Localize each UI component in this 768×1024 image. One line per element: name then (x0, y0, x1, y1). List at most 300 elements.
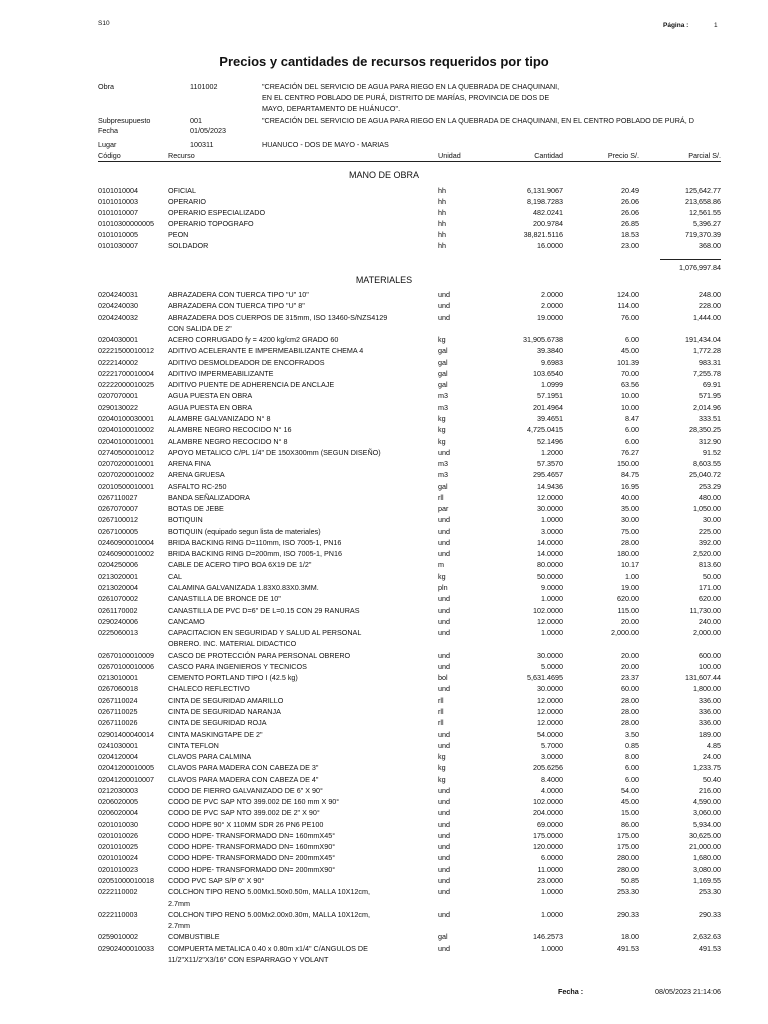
code-cell: 02460900010004 (98, 538, 154, 547)
code-cell: 02670100010006 (98, 662, 154, 671)
quantity-cell: 1.0000 (541, 944, 563, 953)
unit-cell: gal (438, 380, 448, 389)
col-recurso: Recurso (168, 151, 195, 160)
quantity-cell: 1.0999 (541, 380, 563, 389)
unit-cell: und (438, 944, 450, 953)
table-row (0, 380, 768, 391)
resource-cell: CODO DE PVC SAP NTO 399.002 DE 2" X 90° (168, 808, 320, 817)
parcial-cell: 2,520.00 (693, 549, 721, 558)
code-cell: 0101030007 (98, 241, 138, 250)
unit-cell: und (438, 538, 450, 547)
parcial-cell: 336.00 (699, 718, 721, 727)
price-cell: 6.00 (625, 763, 639, 772)
parcial-cell: 290.33 (699, 910, 721, 919)
quantity-cell: 8.4000 (541, 775, 563, 784)
table-row (0, 820, 768, 831)
price-cell: 63.56 (621, 380, 639, 389)
resource-cell: ALAMBRE GALVANIZADO N° 8 (168, 414, 271, 423)
code-cell: 0101010007 (98, 208, 138, 217)
resource-cell: COLCHON TIPO RENO 5.00Mx2.00x0.30m, MALLA 10X12cm, (168, 910, 370, 919)
table-row (0, 718, 768, 729)
resource-cell: OFICIAL (168, 186, 196, 195)
price-cell: 10.00 (621, 391, 639, 400)
parcial-cell: 2,000.00 (693, 628, 721, 637)
table-row (0, 313, 768, 324)
unit-cell: hh (438, 241, 446, 250)
resource-cell: COMBUSTIBLE (168, 932, 220, 941)
quantity-cell: 1.2000 (541, 448, 563, 457)
unit-cell: und (438, 910, 450, 919)
unit-cell: und (438, 301, 450, 310)
quantity-cell: 204.0000 (533, 808, 563, 817)
resource-cell: CLAVOS PARA CALMINA (168, 752, 252, 761)
resource-continuation: 2.7mm (168, 921, 190, 930)
col-unidad: Unidad (438, 151, 461, 160)
table-row (0, 628, 768, 639)
price-cell: 45.00 (621, 797, 639, 806)
quantity-cell: 12.0000 (537, 718, 563, 727)
parcial-cell: 336.00 (699, 696, 721, 705)
quantity-cell: 4,725.0415 (527, 425, 563, 434)
table-row (0, 346, 768, 357)
header-rule (98, 161, 721, 162)
resource-cell: ABRAZADERA CON TUERCA TIPO "U" 8" (168, 301, 305, 310)
quantity-cell: 39.4651 (537, 414, 563, 423)
price-cell: 28.00 (621, 707, 639, 716)
resource-cell: ADITIVO PUENTE DE ADHERENCIA DE ANCLAJE (168, 380, 335, 389)
price-cell: 75.00 (621, 527, 639, 536)
price-cell: 15.00 (621, 808, 639, 817)
page-number: 1 (714, 22, 718, 29)
price-cell: 280.00 (617, 865, 639, 874)
code-cell: 0267110025 (98, 707, 138, 716)
table-row (0, 515, 768, 526)
parcial-cell: 1,169.55 (693, 876, 721, 885)
unit-cell: kg (438, 775, 446, 784)
code-cell: 0206020004 (98, 808, 138, 817)
parcial-cell: 228.00 (699, 301, 721, 310)
resource-cell: CANASTILLA DE PVC D=6" DE L=0.15 CON 29 RANURAS (168, 606, 360, 615)
section-materiales: MATERIALES (355, 275, 413, 285)
resource-cell: ACERO CORRUGADO fy = 4200 kg/cm2 GRADO 60 (168, 335, 339, 344)
obra-desc-1: "CREACIÓN DEL SERVICIO DE AGUA PARA RIEGO EN LA QUEBRADA DE CHAQUINANI, (262, 82, 560, 91)
unit-cell: und (438, 515, 450, 524)
quantity-cell: 5.0000 (541, 662, 563, 671)
price-cell: 8.47 (625, 414, 639, 423)
quantity-cell: 102.0000 (533, 797, 563, 806)
table-row (0, 696, 768, 707)
col-parcial: Parcial S/. (688, 151, 721, 160)
price-cell: 86.00 (621, 820, 639, 829)
unit-cell: m3 (438, 459, 448, 468)
code-cell: 02222000010025 (98, 380, 154, 389)
resource-cell: CODO HDPE- TRANSFORMADO DN= 200mmX90° (168, 865, 336, 874)
resource-cell: OPERARIO (168, 197, 206, 206)
unit-cell: und (438, 684, 450, 693)
unit-cell: und (438, 820, 450, 829)
resource-cell: CODO PVC SAP S/P 6" X 90° (168, 876, 265, 885)
table-row (0, 549, 768, 560)
unit-cell: gal (438, 369, 448, 378)
resource-cell: AGUA PUESTA EN OBRA (168, 391, 253, 400)
unit-cell: m (438, 560, 444, 569)
price-cell: 45.00 (621, 346, 639, 355)
price-cell: 6.00 (625, 437, 639, 446)
parcial-cell: 333.51 (699, 414, 721, 423)
resource-cell: BANDA SEÑALIZADORA (168, 493, 250, 502)
price-cell: 28.00 (621, 718, 639, 727)
code-cell: 0261070002 (98, 594, 138, 603)
parcial-cell: 1,800.00 (693, 684, 721, 693)
parcial-cell: 2,632.63 (693, 932, 721, 941)
quantity-cell: 8,198.7283 (527, 197, 563, 206)
unit-cell: kg (438, 763, 446, 772)
code-cell: 0204120004 (98, 752, 138, 761)
resource-cell: BOTAS DE JEBE (168, 504, 224, 513)
code-cell: 0201010023 (98, 865, 138, 874)
resource-cell: ADITIVO DESMOLDEADOR DE ENCOFRADOS (168, 358, 325, 367)
price-cell: 101.39 (617, 358, 639, 367)
resource-cell: ALAMBRE NEGRO RECOCIDO N° 16 (168, 425, 292, 434)
parcial-cell: 491.53 (699, 944, 721, 953)
parcial-cell: 620.00 (699, 594, 721, 603)
price-cell: 6.00 (625, 775, 639, 784)
code-cell: 0267070007 (98, 504, 138, 513)
code-cell: 0222110003 (98, 910, 138, 919)
report-code: S10 (98, 20, 110, 27)
table-row (0, 572, 768, 583)
resource-cell: CINTA MASKINGTAPE DE 2" (168, 730, 263, 739)
unit-cell: und (438, 606, 450, 615)
quantity-cell: 5,631.4695 (527, 673, 563, 682)
code-cell: 0290130022 (98, 403, 138, 412)
price-cell: 18.00 (621, 932, 639, 941)
table-row (0, 208, 768, 219)
lugar-desc: HUANUCO - DOS DE MAYO - MARIAS (262, 140, 389, 149)
resource-cell: BRIDA BACKING RING D=110mm, ISO 7005-1, PN16 (168, 538, 342, 547)
table-row (0, 241, 768, 252)
quantity-cell: 14.0000 (537, 538, 563, 547)
price-cell: 114.00 (617, 301, 639, 310)
parcial-cell: 131,607.44 (685, 673, 721, 682)
parcial-cell: 30.00 (703, 515, 721, 524)
table-row (0, 504, 768, 515)
code-cell: 0290240006 (98, 617, 138, 626)
price-cell: 20.00 (621, 617, 639, 626)
resource-cell: CEMENTO PORTLAND TIPO I (42.5 kg) (168, 673, 298, 682)
quantity-cell: 102.0000 (533, 606, 563, 615)
unit-cell: hh (438, 208, 446, 217)
table-row (0, 707, 768, 718)
parcial-cell: 1,050.00 (693, 504, 721, 513)
parcial-cell: 312.90 (699, 437, 721, 446)
table-row (0, 583, 768, 594)
table-row (0, 606, 768, 617)
price-cell: 10.00 (621, 403, 639, 412)
parcial-cell: 191,434.04 (685, 335, 721, 344)
code-cell: 0213020001 (98, 572, 138, 581)
parcial-cell: 225.00 (699, 527, 721, 536)
unit-cell: und (438, 876, 450, 885)
unit-cell: und (438, 730, 450, 739)
table-row (0, 437, 768, 448)
resource-cell: COLCHON TIPO RENO 5.00Mx1.50x0.50m, MALLA 10X12cm, (168, 887, 370, 896)
quantity-cell: 1.0000 (541, 628, 563, 637)
table-row (0, 662, 768, 673)
code-cell: 0212030003 (98, 786, 138, 795)
quantity-cell: 9.0000 (541, 583, 563, 592)
parcial-cell: 1,233.75 (693, 763, 721, 772)
parcial-cell: 1,772.28 (693, 346, 721, 355)
code-cell: 0267110026 (98, 718, 138, 727)
quantity-cell: 9.6983 (541, 358, 563, 367)
code-cell: 0204240032 (98, 313, 138, 322)
table-row (0, 651, 768, 662)
price-cell: 28.00 (621, 696, 639, 705)
table-row (0, 594, 768, 605)
code-cell: 02070200010001 (98, 459, 154, 468)
unit-cell: kg (438, 335, 446, 344)
parcial-cell: 28,350.25 (689, 425, 721, 434)
quantity-cell: 16.0000 (537, 241, 563, 250)
parcial-cell: 12,561.55 (689, 208, 721, 217)
table-row (0, 944, 768, 955)
code-cell: 02040100010002 (98, 425, 154, 434)
resource-continuation: 2.7mm (168, 899, 190, 908)
obra-desc-2: EN EL CENTRO POBLADO DE PURÁ, DISTRITO DE MARÍAS, PROVINCIA DE DOS DE (262, 93, 550, 102)
unit-cell: gal (438, 346, 448, 355)
price-cell: 6.00 (625, 335, 639, 344)
resource-cell: SOLDADOR (168, 241, 209, 250)
unit-cell: kg (438, 752, 446, 761)
table-row (0, 527, 768, 538)
unit-cell: m3 (438, 470, 448, 479)
resource-continuation: OBRERO. INC. MATERIAL DIDACTICO (168, 639, 297, 648)
table-row (0, 301, 768, 312)
resource-cell: ABRAZADERA DOS CUERPOS DE 315mm, ISO 13460-S/NZS4129 (168, 313, 388, 322)
resource-cell: CINTA TEFLON (168, 741, 219, 750)
resource-cell: OPERARIO TOPOGRAFO (168, 219, 254, 228)
resource-cell: APOYO METALICO C/PL 1/4" DE 150X300mm (SEGUN DISEÑO) (168, 448, 381, 457)
unit-cell: kg (438, 437, 446, 446)
price-cell: 18.53 (621, 230, 639, 239)
code-cell: 0207070001 (98, 391, 138, 400)
quantity-cell: 201.4964 (533, 403, 563, 412)
parcial-cell: 100.00 (699, 662, 721, 671)
code-cell: 0201010030 (98, 820, 138, 829)
code-cell: 0267100005 (98, 527, 138, 536)
resource-cell: CLAVOS PARA MADERA CON CABEZA DE 3" (168, 763, 319, 772)
quantity-cell: 6,131.9067 (527, 186, 563, 195)
unit-cell: kg (438, 572, 446, 581)
table-row (0, 403, 768, 414)
quantity-cell: 38,821.5116 (523, 230, 563, 239)
parcial-cell: 253.29 (699, 482, 721, 491)
price-cell: 620.00 (617, 594, 639, 603)
unit-cell: und (438, 549, 450, 558)
parcial-cell: 213,658.86 (685, 197, 721, 206)
quantity-cell: 200.9784 (533, 219, 563, 228)
code-cell: 0101010005 (98, 230, 138, 239)
subpresupuesto-code: 001 (190, 116, 202, 125)
price-cell: 6.00 (625, 425, 639, 434)
resource-cell: CODO HDPE- TRANSFORMADO DN= 160mmX90° (168, 842, 336, 851)
quantity-cell: 146.2573 (533, 932, 563, 941)
price-cell: 60.00 (621, 684, 639, 693)
quantity-cell: 19.0000 (537, 313, 563, 322)
unit-cell: und (438, 628, 450, 637)
code-cell: 02460900010002 (98, 549, 154, 558)
subpresupuesto-desc: "CREACIÓN DEL SERVICIO DE AGUA PARA RIEGO EN LA QUEBRADA DE CHAQUINANI, EN EL CENTRO POBLADO DE PURÁ, D (262, 116, 694, 125)
table-row (0, 470, 768, 481)
unit-cell: und (438, 662, 450, 671)
price-cell: 0.85 (625, 741, 639, 750)
quantity-cell: 14.0000 (537, 549, 563, 558)
quantity-cell: 6.0000 (541, 853, 563, 862)
price-cell: 30.00 (621, 515, 639, 524)
unit-cell: pln (438, 583, 448, 592)
quantity-cell: 4.0000 (541, 786, 563, 795)
resource-cell: CABLE DE ACERO TIPO BOA 6X19 DE 1/2" (168, 560, 312, 569)
unit-cell: hh (438, 197, 446, 206)
quantity-cell: 482.0241 (533, 208, 563, 217)
unit-cell: und (438, 448, 450, 457)
price-cell: 10.17 (621, 560, 639, 569)
obra-label: Obra (98, 82, 114, 91)
table-row (0, 290, 768, 301)
price-cell: 3.50 (625, 730, 639, 739)
code-cell: 0201010026 (98, 831, 138, 840)
fecha-value: 01/05/2023 (190, 126, 226, 135)
parcial-cell: 4,590.00 (693, 797, 721, 806)
price-cell: 84.75 (621, 470, 639, 479)
resource-cell: CODO HDPE 90° X 110MM SDR 26 PN6 PE100 (168, 820, 324, 829)
obra-desc-3: MAYO, DEPARTAMENTO DE HUÁNUCO". (262, 104, 401, 113)
table-row (0, 335, 768, 346)
quantity-cell: 14.9436 (537, 482, 563, 491)
parcial-cell: 125,642.77 (685, 186, 721, 195)
unit-cell: rll (438, 707, 444, 716)
table-row (0, 853, 768, 864)
code-cell: 0225060013 (98, 628, 138, 637)
unit-cell: kg (438, 414, 446, 423)
resource-cell: CODO HDPE- TRANSFORMADO DN= 160mmX45° (168, 831, 336, 840)
unit-cell: und (438, 887, 450, 896)
unit-cell: und (438, 797, 450, 806)
quantity-cell: 3.0000 (541, 752, 563, 761)
resource-cell: CODO HDPE- TRANSFORMADO DN= 200mmX45° (168, 853, 336, 862)
unit-cell: gal (438, 358, 448, 367)
price-cell: 150.00 (617, 459, 639, 468)
unit-cell: kg (438, 425, 446, 434)
resource-cell: CANASTILLA DE BRONCE DE 10" (168, 594, 281, 603)
price-cell: 280.00 (617, 853, 639, 862)
table-row (0, 808, 768, 819)
unit-cell: und (438, 594, 450, 603)
parcial-cell: 91.52 (703, 448, 721, 457)
quantity-cell: 30.0000 (537, 684, 563, 693)
code-cell: 0241030001 (98, 741, 138, 750)
code-cell: 0213010001 (98, 673, 138, 682)
table-row (0, 369, 768, 380)
quantity-cell: 11.0000 (537, 865, 563, 874)
quantity-cell: 2.0000 (541, 301, 563, 310)
quantity-cell: 52.1496 (537, 437, 563, 446)
obra-code: 1101002 (190, 82, 218, 91)
table-row (0, 763, 768, 774)
subpresupuesto-label: Subpresupuesto (98, 116, 151, 125)
code-cell: 02051000010018 (98, 876, 154, 885)
price-cell: 26.85 (621, 219, 639, 228)
resource-cell: CODO DE PVC SAP NTO 399.002 DE 160 mm X 90° (168, 797, 340, 806)
parcial-cell: 2,014.96 (693, 403, 721, 412)
table-row (0, 425, 768, 436)
resource-cell: ADITIVO IMPERMEABILIZANTE (168, 369, 274, 378)
table-row (0, 197, 768, 208)
code-cell: 02901400040014 (98, 730, 154, 739)
code-cell: 0101010004 (98, 186, 138, 195)
resource-cell: COMPUERTA METALICA 0.40 x 0.80m x1/4" C/ANGULOS DE (168, 944, 368, 953)
fecha-label: Fecha (98, 126, 118, 135)
resource-cell: CODO DE FIERRO GALVANIZADO DE 6" X 90° (168, 786, 323, 795)
resource-cell: BOTIQUIN (equipado segun lista de materiales) (168, 527, 321, 536)
unit-cell: und (438, 786, 450, 795)
quantity-cell: 5.7000 (541, 741, 563, 750)
resource-cell: CINTA DE SEGURIDAD AMARILLO (168, 696, 284, 705)
code-cell: 02670100010009 (98, 651, 154, 660)
price-cell: 20.49 (621, 186, 639, 195)
parcial-cell: 719,370.39 (685, 230, 721, 239)
parcial-cell: 216.00 (699, 786, 721, 795)
code-cell: 0222140002 (98, 358, 138, 367)
code-cell: 0261170002 (98, 606, 138, 615)
quantity-cell: 205.6256 (533, 763, 563, 772)
page-title: Precios y cantidades de recursos requeridos por tipo (219, 54, 549, 69)
quantity-cell: 54.0000 (537, 730, 563, 739)
quantity-cell: 57.1951 (537, 391, 563, 400)
quantity-cell: 1.0000 (541, 594, 563, 603)
unit-cell: und (438, 617, 450, 626)
price-cell: 76.00 (621, 313, 639, 322)
price-cell: 180.00 (617, 549, 639, 558)
code-cell: 0267100012 (98, 515, 138, 524)
price-cell: 54.00 (621, 786, 639, 795)
parcial-cell: 3,080.00 (693, 865, 721, 874)
quantity-cell: 1.0000 (541, 910, 563, 919)
price-cell: 70.00 (621, 369, 639, 378)
table-row (0, 560, 768, 571)
table-row (0, 617, 768, 628)
parcial-cell: 813.60 (699, 560, 721, 569)
table-row (0, 358, 768, 369)
unit-cell: hh (438, 219, 446, 228)
price-cell: 35.00 (621, 504, 639, 513)
unit-cell: und (438, 842, 450, 851)
price-cell: 23.37 (621, 673, 639, 682)
quantity-cell: 57.3570 (537, 459, 563, 468)
code-cell: 02040100030001 (98, 414, 154, 423)
quantity-cell: 12.0000 (537, 493, 563, 502)
price-cell: 1.00 (625, 572, 639, 581)
parcial-cell: 5,396.27 (693, 219, 721, 228)
parcial-cell: 368.00 (699, 241, 721, 250)
code-cell: 02221500010012 (98, 346, 154, 355)
unit-cell: m3 (438, 391, 448, 400)
table-row (0, 831, 768, 842)
resource-cell: ABRAZADERA CON TUERCA TIPO "U" 10" (168, 290, 309, 299)
price-cell: 124.00 (617, 290, 639, 299)
table-row (0, 448, 768, 459)
